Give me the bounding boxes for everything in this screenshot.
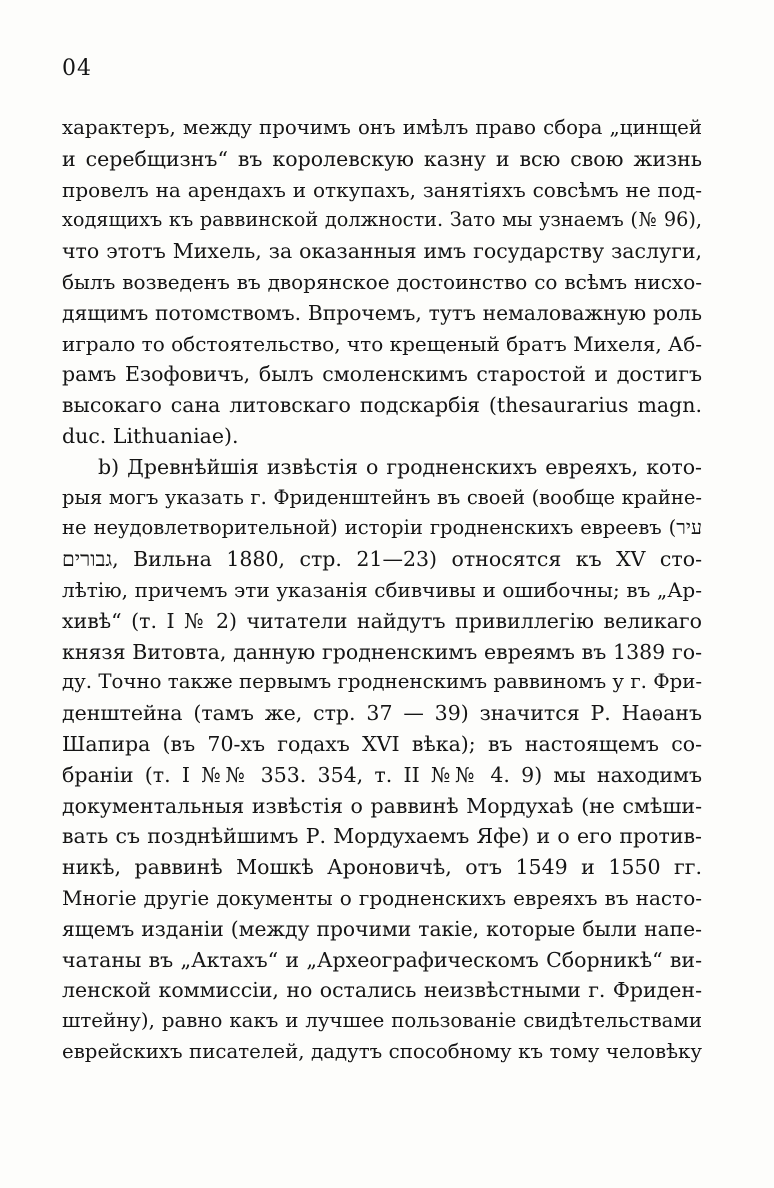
text-line: хивѣ“ (т. I № 2) читатели найдутъ привиллегію великаго — [62, 608, 702, 633]
text-line: чатаны въ „Актахъ“ и „Археографическомъ Сборникѣ“ ви- — [62, 947, 702, 972]
text-line: еврейскихъ писателей, дадутъ способному къ тому человѣку — [62, 1039, 702, 1063]
text-line: что этотъ Михель, за оказанныя имъ государству заслуги, — [62, 239, 702, 264]
text-line: дящимъ потомствомъ. Впрочемъ, тутъ немаловажную роль — [62, 300, 702, 325]
text-line: документальныя извѣстія о раввинѣ Мордухаѣ (не смѣши- — [62, 793, 702, 818]
text-line: провелъ на арендахъ и откупахъ, занятіяхъ совсѣмъ не под- — [62, 177, 702, 202]
text-line: штейну), равно какъ и лучшее пользованіе свидѣтельствами — [62, 1009, 702, 1033]
text-line: браніи (т. I №№ 353. 354, т. II №№ 4. 9) мы находимъ — [62, 762, 702, 787]
text-line: Многіе другіе документы о гродненскихъ евреяхъ въ насто- — [62, 885, 702, 910]
text-line: duc. Lithuaniae). — [62, 423, 239, 448]
text-line: b) Древнѣйшія извѣстія о гродненскихъ евреяхъ, кото- — [98, 454, 702, 479]
text-line: былъ возведенъ въ дворянское достоинство со всѣмъ нисхо- — [62, 269, 702, 294]
page-number: 04 — [62, 56, 92, 81]
text-line: ленской коммиссіи, но остались неизвѣстными г. Фриден- — [62, 978, 702, 1003]
text-line: גבורים, Вильна 1880, стр. 21—23) относятся къ XV сто- — [62, 547, 702, 572]
text-line: характеръ, между прочимъ онъ имѣлъ право сбора „цинщей — [62, 116, 702, 139]
text-line: ходящихъ къ раввинской должности. Зато мы узнаемъ (№ 96), — [62, 208, 702, 232]
text-line: Шапира (въ 70-хъ годахъ XVI вѣка); въ настоящемъ со- — [62, 731, 702, 756]
text-line: денштейна (тамъ же, стр. 37 — 39) значится Р. Наѳанъ — [62, 701, 702, 726]
text-line: лѣтію, причемъ эти указанія сбивчивы и ошибочны; въ „Ар- — [62, 577, 702, 602]
text-line: играло то обстоятельство, что крещеный братъ Михеля, Аб- — [62, 331, 702, 356]
body-text — [62, 113, 702, 1068]
text-line: ящемъ изданіи (между прочими такіе, которые были напе- — [62, 916, 702, 941]
text-line: рамъ Езофовичъ, былъ смоленскимъ старостой и достигъ — [62, 362, 702, 387]
text-line: вать съ позднѣйшимъ Р. Мордухаемъ Яфе) и о его против- — [62, 824, 702, 849]
text-line: рыя могъ указать г. Фриденштейнъ въ своей (вообще крайне- — [62, 485, 702, 509]
text-line: никѣ, раввинѣ Мошкѣ Ароновичѣ, отъ 1549 и 1550 гг. — [62, 855, 702, 880]
text-line: князя Витовта, данную гродненскимъ евреямъ въ 1389 го- — [62, 639, 702, 664]
text-line: ду. Точно также первымъ гродненскимъ раввиномъ у г. Фри- — [62, 670, 702, 694]
text-line: и серебщизнъ“ въ королевскую казну и всю свою жизнь — [62, 146, 702, 171]
text-line: не неудовлетворительной) исторіи гродненскихъ евреевъ (עיר — [62, 516, 702, 540]
text-line: высокаго сана литовскаго подскарбія (thesaurarius magn. — [62, 393, 702, 418]
